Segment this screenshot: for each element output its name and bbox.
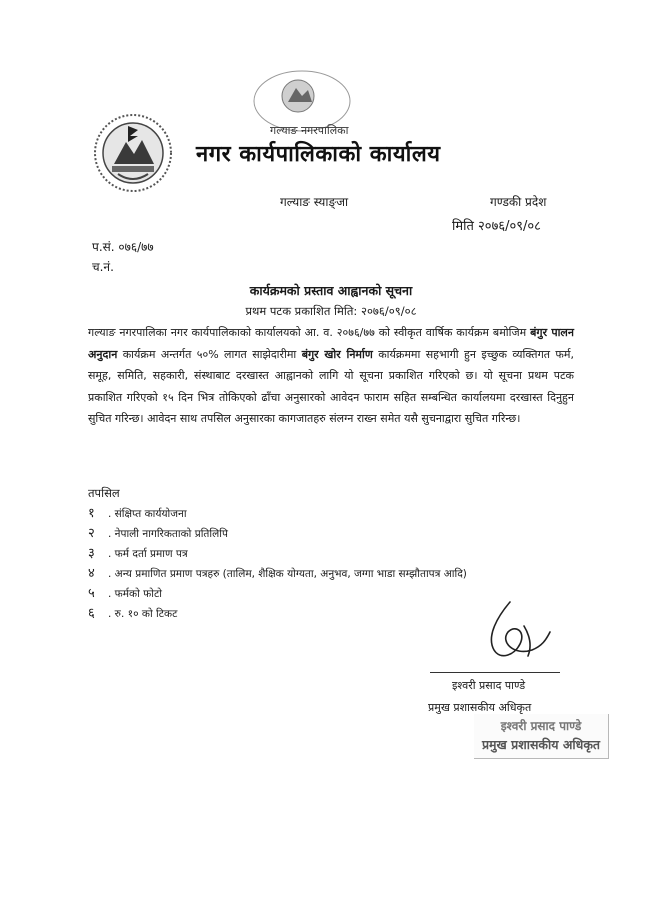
list-item-text: . फर्म दर्ता प्रमाण पत्र: [108, 548, 188, 560]
list-item-text: . फर्मको फोटो: [108, 588, 162, 600]
notice-body: [88, 322, 574, 430]
municipality-label: गल्याङ नगरपालिका: [270, 124, 349, 137]
list-item: [88, 504, 467, 524]
location-right: गण्डकी प्रदेश: [490, 195, 547, 209]
notice-subtitle: प्रथम पटक प्रकाशित मिति: २०७६/०९/०८: [245, 304, 417, 318]
official-seal: [474, 714, 609, 759]
seal-name: इश्वरी प्रसाद पाण्डे: [500, 719, 582, 733]
dispatch-number: च.नं.: [92, 260, 114, 274]
body-text-3: कार्यक्रममा सहभागी हुन इच्छुक व्यक्तिगत फर्म, समूह, समिति, सहकारी, संस्थाबाट दरखास्त आह्वानको लागि यो सूचना प्रकाशित गरिएको छ। यो सूचना प्रथम पटक प्रकाशित गरिएको १५ दिन भित्र तोकिएको ढाँचा अनुसारको आवेदन फाराम सहित सम्बन्धित कार्यालयमा दरखास्त दिनुहुन सुचित गरिन्छ। आवेदन साथ तपसिल अनुसारका कागजातहरु संलग्न राख्न समेत यसै सुचनाद्वारा सुचित गरिन्छ।: [88, 347, 574, 425]
body-bold-2: बंगुर खोर निर्माण: [301, 347, 373, 361]
signer-name: इश्वरी प्रसाद पाण्डे: [452, 679, 526, 692]
list-item: [88, 544, 467, 564]
nepal-emblem-logo: [92, 112, 174, 194]
body-text-2: कार्यक्रम अन्तर्गत ५०% लागत साझेदारीमा: [117, 347, 302, 361]
list-heading: तपसिल: [88, 486, 120, 500]
list-item: [88, 584, 467, 604]
list-item-number: २: [88, 526, 95, 541]
list-item: [88, 524, 467, 544]
attachment-list: [88, 504, 467, 624]
list-item-number: ३: [88, 546, 95, 561]
list-item-text: . अन्य प्रमाणित प्रमाण पत्रहरु (तालिम, शैक्षिक योग्यता, अनुभव, जग्गा भाडा सम्झौतापत्र आदि): [108, 568, 467, 580]
issue-date: मिति २०७६/०९/०८: [452, 219, 541, 234]
list-item-text: . रु. १० को टिकट: [108, 608, 178, 620]
signer-title: प्रमुख प्रशासकीय अधिकृत: [428, 701, 532, 714]
list-item-number: ५: [88, 586, 95, 601]
list-item-number: ४: [88, 566, 95, 581]
location-left: गल्याङ स्याङ्जा: [280, 195, 349, 209]
handwritten-signature: [480, 596, 560, 666]
list-item-text: . नेपाली नागरिकताको प्रतिलिपि: [108, 528, 228, 540]
notice-title: कार्यक्रमको प्रस्ताव आह्वानको सूचना: [249, 283, 413, 298]
body-bold-1: बंगुर पालन अनुदान: [88, 326, 574, 361]
list-item: [88, 564, 467, 584]
reference-number: प.सं. ०७६/७७: [92, 240, 154, 254]
list-item-number: १: [88, 506, 95, 521]
signature-line: [430, 672, 560, 673]
office-title: नगर कार्यपालिकाको कार्यालय: [196, 142, 441, 167]
list-item-number: ६: [88, 606, 95, 621]
list-item-text: . संक्षिप्त कार्ययोजना: [108, 508, 187, 520]
seal-title: प्रमुख प्रशासकीय अधिकृत: [481, 737, 601, 752]
body-text-1: गल्याङ नगरपालिका नगर कार्यपालिकाको कार्यालयको आ. व. २०७६/७७ को स्वीकृत वार्षिक कार्यक्रम बमोजिम: [88, 326, 531, 339]
list-item: [88, 604, 467, 624]
